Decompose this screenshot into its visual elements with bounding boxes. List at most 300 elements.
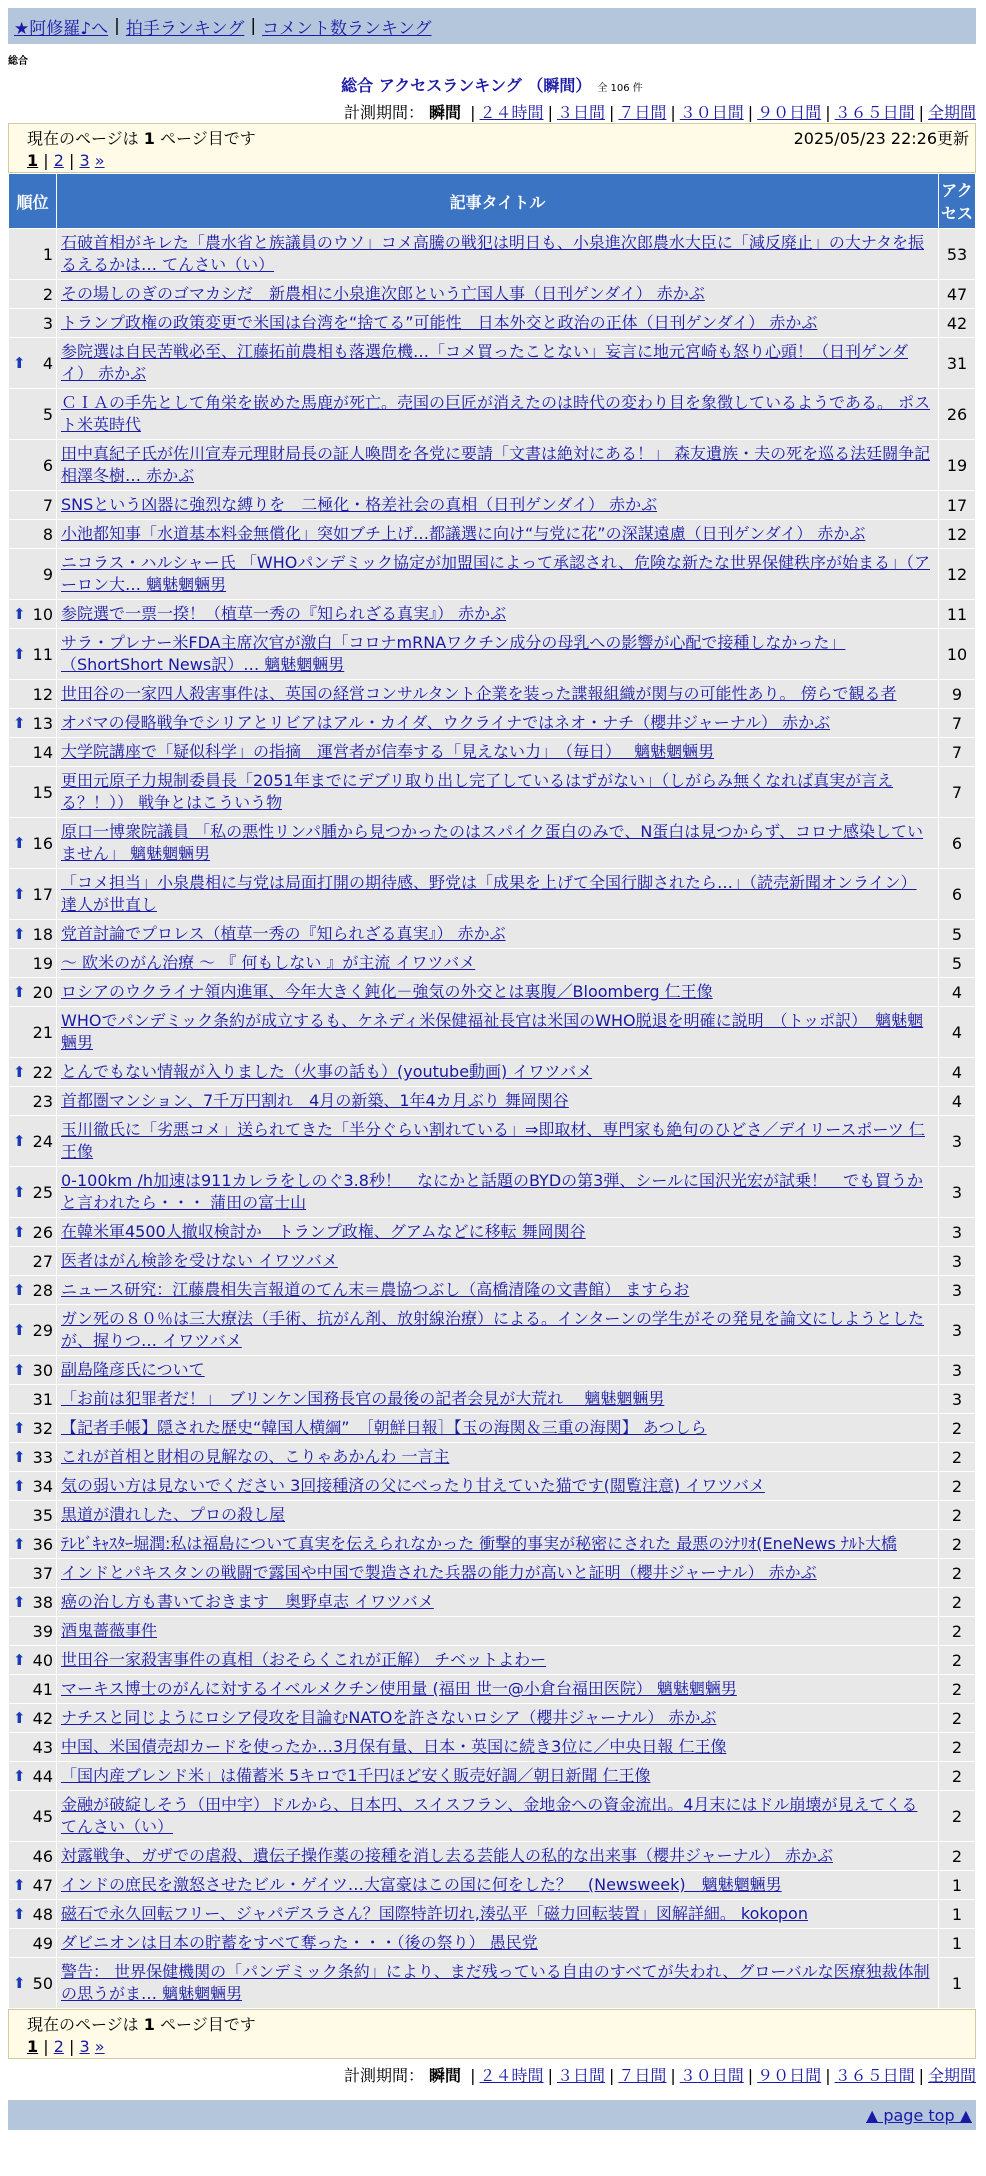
article-title-link[interactable]: 原口一博衆院議員 「私の悪性リンパ腫から見つかったのはスパイク蛋白のみで、N蛋白は見つからず、コロナ感染していません」 魑魅魍魎男 [61, 822, 924, 863]
article-title-link[interactable]: 癌の治し方も書いておきます 奥野卓志 イワツバメ [61, 1592, 434, 1611]
access-count: 9 [939, 680, 976, 709]
rank-number: 12 [32, 684, 53, 704]
table-row [9, 1167, 976, 1218]
rank-up-arrow-icon: ⬆ [13, 833, 26, 852]
rank-up-arrow-icon: ⬆ [13, 1476, 26, 1495]
table-row [9, 629, 976, 680]
period-option-link[interactable]: ９０日間 [757, 103, 822, 122]
rank-cell [9, 738, 57, 767]
article-title-link[interactable]: これが首相と財相の見解なの、こりゃあかんわ 一言主 [61, 1447, 450, 1466]
title-cell [57, 1414, 939, 1443]
title-cell [57, 520, 939, 549]
period-separator: | [918, 2066, 924, 2085]
table-row [9, 1087, 976, 1116]
article-title-link[interactable]: その場しのぎのゴマカシだ 新農相に小泉進次郎という亡国人事（日刊ゲンダイ） 赤かぶ [61, 284, 705, 303]
rank-number: 5 [42, 404, 53, 424]
rank-cell [9, 1588, 57, 1617]
table-row [9, 1276, 976, 1305]
article-title-link[interactable]: 医者はがん検診を受けない イワツバメ [61, 1251, 338, 1270]
rank-cell [9, 709, 57, 738]
access-count: 3 [939, 1356, 976, 1385]
rank-number: 23 [32, 1091, 53, 1111]
period-label: 計測期間： [343, 2066, 424, 2085]
title-cell [57, 949, 939, 978]
rank-cell [9, 600, 57, 629]
rank-up-arrow-icon: ⬆ [13, 1131, 26, 1150]
rank-number: 7 [42, 495, 53, 515]
rank-number: 42 [32, 1708, 53, 1728]
article-title-link[interactable]: 首都圏マンション、7千万円割れ 4月の新築、1年4カ月ぶり 舞岡関谷 [61, 1091, 569, 1110]
title-cell [57, 229, 939, 280]
table-row [9, 440, 976, 491]
ranking-title: 総合 アクセスランキング （瞬間） [341, 76, 592, 95]
page-link[interactable]: 3 [79, 151, 90, 170]
article-title-link[interactable]: ＣＩＡの手先として角栄を嵌めた馬鹿が死亡。売国の巨匠が消えたのは時代の変わり目を象徴しているようである。 ポスト米英時代 [61, 393, 931, 434]
title-cell [57, 1116, 939, 1167]
access-count: 10 [939, 629, 976, 680]
period-option-link[interactable]: ３０日間 [679, 2066, 744, 2085]
page-link[interactable]: 2 [53, 2037, 64, 2056]
nav-separator: | [250, 16, 257, 36]
access-count: 7 [939, 738, 976, 767]
table-row [9, 818, 976, 869]
rank-number: 48 [32, 1904, 53, 1924]
access-count: 3 [939, 1305, 976, 1356]
table-row [9, 680, 976, 709]
period-option-link[interactable]: ７日間 [618, 103, 667, 122]
article-title-link[interactable]: オバマの侵略戦争でシリアとリビアはアル・カイダ、ウクライナではネオ・ナチ（櫻井ジャーナル） 赤かぶ [61, 713, 831, 732]
title-cell [57, 1247, 939, 1276]
rank-up-arrow-icon: ⬆ [13, 1875, 26, 1894]
rank-number: 17 [32, 884, 53, 904]
rank-number: 34 [32, 1476, 53, 1496]
access-count: 5 [939, 920, 976, 949]
article-title-link[interactable]: 0-100km /h加速は911カレラをしのぐ3.8秒！ なにかと話題のBYDの第3弾、シールに国沢光宏が試乗！ でも買うかと言われたら・・・ 蒲田の富士山 [61, 1171, 924, 1212]
title-cell [57, 1530, 939, 1559]
period-selector-top [8, 100, 976, 123]
table-row [9, 709, 976, 738]
access-count: 6 [939, 818, 976, 869]
access-count: 3 [939, 1247, 976, 1276]
period-option-link[interactable]: ３０日間 [679, 103, 744, 122]
rank-cell [9, 549, 57, 600]
rank-number: 31 [32, 1389, 53, 1409]
page-top-link[interactable]: ▲ page top ▲ [865, 2105, 972, 2125]
rank-up-arrow-icon: ⬆ [13, 353, 26, 372]
current-page-text: 現在のページは 1 ページ目です [27, 129, 256, 148]
rank-number: 49 [32, 1933, 53, 1953]
period-separator: | [825, 103, 831, 122]
article-title-link[interactable]: 田中真紀子氏が佐川宣寿元理財局長の証人喚問を各党に要請「文書は絶対にある！」 森友遺族・夫の死を巡る法廷闘争記 相澤冬樹… 赤かぶ [61, 444, 931, 485]
table-row [9, 1704, 976, 1733]
period-option-link[interactable]: ２４時間 [479, 2066, 544, 2085]
access-count: 1 [939, 1958, 976, 2009]
pager-bottom [8, 2009, 976, 2059]
rank-number: 13 [32, 713, 53, 733]
page-link[interactable]: 2 [53, 151, 64, 170]
page-link-current: 1 [27, 2037, 39, 2056]
access-count: 2 [939, 1617, 976, 1646]
period-separator: | [608, 103, 615, 122]
period-options [466, 2066, 976, 2085]
access-count: 31 [939, 338, 976, 389]
article-title-link[interactable]: 警告： 世界保健機関の「パンデミック条約」により、まだ残っている自由のすべてが失われ、グローバルな医療独裁体制の思うがま… 魑魅魍魎男 [61, 1962, 930, 2003]
rank-number: 11 [32, 644, 53, 664]
rank-number: 27 [32, 1251, 53, 1271]
access-count: 2 [939, 1414, 976, 1443]
rank-cell [9, 1900, 57, 1929]
article-title-link[interactable]: 更田元原子力規制委員長「2051年までにデブリ取り出し完了しているはずがない」（しがらみ無くなれば真実が言える？！）） 戦争とはこういう物 [61, 771, 894, 812]
access-count: 2 [939, 1472, 976, 1501]
rank-up-arrow-icon: ⬆ [13, 1973, 26, 1992]
rank-up-arrow-icon: ⬆ [13, 884, 26, 903]
article-title-link[interactable]: 「国内産ブレンド米」は備蓄米 5キロで1千円ほど安く販売好調／朝日新聞 仁王像 [61, 1766, 651, 1785]
rank-cell [9, 1007, 57, 1058]
rank-cell [9, 1733, 57, 1762]
article-title-link[interactable]: 小池都知事「水道基本料金無償化」突如ブチ上げ…都議選に向け“与党に花”の深謀遠慮（日刊ゲンダイ） 赤かぶ [61, 524, 866, 543]
article-title-link[interactable]: インドの庶民を激怒させたビル・ゲイツ…大富豪はこの国に何をした？ (Newsweek) 魑魅魍魎男 [61, 1875, 782, 1894]
site-home-link[interactable]: ★阿修羅♪へ [14, 18, 109, 39]
updated-timestamp: 2025/05/23 22:26更新 [793, 129, 969, 148]
table-row [9, 1791, 976, 1842]
rank-number: 9 [42, 564, 53, 584]
period-selector-bottom [8, 2063, 976, 2086]
table-row [9, 520, 976, 549]
rank-cell [9, 1385, 57, 1414]
rank-number: 15 [32, 782, 53, 802]
access-count: 4 [939, 1087, 976, 1116]
current-page-text: 現在のページは 1 ページ目です [27, 2015, 256, 2034]
period-option-link[interactable]: ２４時間 [479, 103, 544, 122]
title-cell [57, 1501, 939, 1530]
access-count: 12 [939, 520, 976, 549]
table-row [9, 738, 976, 767]
title-cell [57, 1559, 939, 1588]
access-count: 7 [939, 709, 976, 738]
access-count: 3 [939, 1167, 976, 1218]
table-row [9, 1617, 976, 1646]
article-title-link[interactable]: 石破首相がキレた「農水省と族議員のウソ」コメ高騰の戦犯は明日も、小泉進次郎農水大臣に「減反廃止」の大ナタを振るえるかは… てんさい（い） [61, 233, 925, 274]
title-cell [57, 1791, 939, 1842]
title-cell [57, 1842, 939, 1871]
page-link-current: 1 [27, 151, 39, 170]
rank-cell [9, 680, 57, 709]
rank-cell [9, 1116, 57, 1167]
table-row [9, 1842, 976, 1871]
nav-separator: | [114, 16, 120, 36]
period-separator: | [670, 103, 676, 122]
article-title-link[interactable]: 磁石で永久回転フリー、ジャパデスラさん？国際特許切れ,湊弘平「磁力回転装置」図解詳細。 kokopon [61, 1904, 808, 1923]
page-title [8, 73, 976, 96]
table-row [9, 1588, 976, 1617]
rank-number: 30 [32, 1360, 53, 1380]
rank-number: 4 [42, 353, 53, 373]
rank-number: 41 [32, 1679, 53, 1699]
access-count: 42 [939, 309, 976, 338]
title-cell [57, 869, 939, 920]
access-count: 2 [939, 1762, 976, 1791]
rank-number: 16 [32, 833, 53, 853]
rank-cell [9, 1414, 57, 1443]
access-count: 2 [939, 1704, 976, 1733]
rank-cell [9, 1762, 57, 1791]
period-option-link[interactable]: 全期間 [927, 2066, 976, 2085]
article-title-link[interactable]: 「お前は犯罪者だ！」 ブリンケン国務長官の最後の記者会見が大荒れ 魑魅魍魎男 [61, 1389, 665, 1408]
rank-cell [9, 767, 57, 818]
rank-number: 33 [32, 1447, 53, 1467]
page-separator: | [69, 151, 75, 170]
article-title-link[interactable]: トランプ政権の政策変更で米国は台湾を“捨てる”可能性 日本外交と政治の正体（日刊ゲンダイ） 赤かぶ [61, 313, 818, 332]
title-cell [57, 1733, 939, 1762]
article-title-link[interactable]: 党首討論でプロレス（植草一秀の『知られざる真実』） 赤かぶ [61, 924, 506, 943]
rank-cell [9, 1443, 57, 1472]
period-current: 瞬間 [429, 103, 462, 122]
title-cell [57, 1305, 939, 1356]
access-count: 2 [939, 1559, 976, 1588]
table-row [9, 1007, 976, 1058]
article-title-link[interactable]: 副島隆彦氏について [61, 1360, 205, 1379]
period-option-link[interactable]: ３６５日間 [834, 103, 915, 122]
access-count: 3 [939, 1218, 976, 1247]
access-count: 3 [939, 1116, 976, 1167]
table-row [9, 229, 976, 280]
rank-up-arrow-icon: ⬆ [13, 1650, 26, 1669]
rank-number: 25 [32, 1182, 53, 1202]
article-title-link[interactable]: 酒鬼薔薇事件 [61, 1621, 158, 1640]
rank-number: 35 [32, 1505, 53, 1525]
article-title-link[interactable]: インドとパキスタンの戦闘で露国や中国で製造された兵器の能力が高いと証明（櫻井ジャーナル） 赤かぶ [61, 1563, 817, 1582]
rank-cell [9, 1087, 57, 1116]
rank-number: 14 [32, 742, 53, 762]
access-count: 19 [939, 440, 976, 491]
article-title-link[interactable]: ナチスと同じようにロシア侵攻を目論むNATOを許さないロシア（櫻井ジャーナル） 赤かぶ [61, 1708, 717, 1727]
rank-up-arrow-icon: ⬆ [13, 982, 26, 1001]
article-title-link[interactable]: 金融が破綻しそう（田中宇）ドルから、日本円、スイスフラン、金地金への資金流出。4月末にはドル崩壊が見えてくる てんさい（い） [61, 1795, 918, 1836]
article-title-link[interactable]: サラ・プレナー米FDA主席次官が激白「コロナmRNAワクチン成分の母乳への影響が心配で接種しなかった」（ShortShort News訳）… 魑魅魍魎男 [61, 633, 846, 674]
article-title-link[interactable]: 世田谷一家殺害事件の真相（おそらくこれが正解） チベットよわー [61, 1650, 547, 1669]
article-title-link[interactable]: ロシアのウクライナ領内進軍、今年大きく鈍化－強気の外交とは裏腹／Bloomberg 仁王像 [61, 982, 713, 1001]
title-cell [57, 1356, 939, 1385]
rank-cell [9, 1305, 57, 1356]
period-separator: | [825, 2066, 831, 2085]
table-row [9, 1385, 976, 1414]
table-row [9, 1414, 976, 1443]
title-cell [57, 1958, 939, 2009]
rank-number: 6 [42, 455, 53, 475]
access-count: 2 [939, 1501, 976, 1530]
table-row [9, 920, 976, 949]
access-count: 12 [939, 549, 976, 600]
next-page-link[interactable]: » [94, 2037, 105, 2056]
period-label: 計測期間： [343, 103, 424, 122]
category-label: 総合 [8, 56, 28, 67]
rank-cell [9, 1675, 57, 1704]
period-separator: | [670, 2066, 676, 2085]
access-count: 53 [939, 229, 976, 280]
period-option-link[interactable]: 全期間 [927, 103, 976, 122]
article-title-link[interactable]: 大学院講座で「疑似科学」の指摘 運営者が信奉する「見えない力」 （毎日） 魑魅魍魎男 [61, 742, 715, 761]
rank-up-arrow-icon: ⬆ [13, 1904, 26, 1923]
ranking-table-body [9, 229, 976, 2009]
period-option-link[interactable]: ７日間 [618, 2066, 667, 2085]
rank-cell [9, 1218, 57, 1247]
page-links [27, 2037, 969, 2056]
title-cell [57, 1276, 939, 1305]
table-row [9, 338, 976, 389]
access-count: 4 [939, 1058, 976, 1087]
applause-ranking-link[interactable]: 拍手ランキング [125, 18, 245, 39]
rank-cell [9, 978, 57, 1007]
rank-cell [9, 1842, 57, 1871]
title-cell [57, 818, 939, 869]
table-row [9, 600, 976, 629]
rank-up-arrow-icon: ⬆ [13, 1766, 26, 1785]
top-nav-bar [8, 8, 976, 44]
article-title-link[interactable]: ﾃﾚﾋﾞｷｬｽﾀｰ堀潤:私は福島について真実を伝えられなかった 衝撃的事実が秘密にされた 最悪のｼﾅﾘｵ(EneNews ﾅﾙﾄ大橋 [61, 1534, 897, 1553]
article-title-link[interactable]: WHOでパンデミック条約が成立するも、ケネディ米保健福祉長官は米国のWHO脱退を明確に説明 （トッポ訳） 魑魅魍魎男 [61, 1011, 924, 1052]
period-options [466, 103, 976, 122]
period-separator: | [470, 103, 476, 122]
table-row [9, 1871, 976, 1900]
access-count: 1 [939, 1900, 976, 1929]
period-current: 瞬間 [429, 2066, 462, 2085]
title-cell [57, 491, 939, 520]
rank-cell [9, 1247, 57, 1276]
rank-number: 47 [32, 1875, 53, 1895]
rank-up-arrow-icon: ⬆ [13, 1447, 26, 1466]
period-option-link[interactable]: ９０日間 [757, 2066, 822, 2085]
period-option-link[interactable]: ３日間 [556, 103, 605, 122]
rank-cell [9, 229, 57, 280]
access-count: 3 [939, 1385, 976, 1414]
access-count: 26 [939, 389, 976, 440]
rank-cell [9, 869, 57, 920]
rank-up-arrow-icon: ⬆ [13, 1418, 26, 1437]
article-title-link[interactable]: SNSという凶器に強烈な縛りを 二極化・格差社会の真相（日刊ゲンダイ） 赤かぶ [61, 495, 658, 514]
article-title-link[interactable]: 対露戦争、ガザでの虐殺、遺伝子操作薬の接種を消し去る芸能人の私的な出来事（櫻井ジャーナル） 赤かぶ [61, 1846, 833, 1865]
rank-cell [9, 1530, 57, 1559]
title-cell [57, 1929, 939, 1958]
rank-cell [9, 338, 57, 389]
article-title-link[interactable]: 気の弱い方は見ないでください 3回接種済の父にべったり甘えていた猫です(閲覧注意) イワツバメ [61, 1476, 765, 1495]
page-separator: | [43, 151, 49, 170]
rank-cell [9, 1617, 57, 1646]
access-count: 3 [939, 1276, 976, 1305]
title-cell [57, 680, 939, 709]
rank-up-arrow-icon: ⬆ [13, 1062, 26, 1081]
article-title-link[interactable]: ～ 欧米のがん治療 ～ 『 何もしない 』が主流 イワツバメ [61, 953, 476, 972]
rank-cell [9, 818, 57, 869]
article-title-link[interactable]: ニュース研究：江藤農相失言報道のてん末＝農協つぶし（高橋清隆の文書館） ますらお [61, 1280, 690, 1299]
rank-cell [9, 1646, 57, 1675]
comment-ranking-link[interactable]: コメント数ランキング [262, 18, 432, 39]
title-cell [57, 280, 939, 309]
period-separator: | [470, 2066, 476, 2085]
article-title-link[interactable]: ガン死の８０％は三大療法（手術、抗がん剤、放射線治療）による。インターンの学生がその発見を論文にしようとしたが、握りつ… イワツバメ [61, 1309, 925, 1350]
header-title: 記事タイトル [57, 174, 939, 229]
rank-up-arrow-icon: ⬆ [13, 1182, 26, 1201]
title-cell [57, 767, 939, 818]
rank-up-arrow-icon: ⬆ [13, 1708, 26, 1727]
rank-cell [9, 1559, 57, 1588]
rank-number: 28 [32, 1280, 53, 1300]
period-option-link[interactable]: ３日間 [556, 2066, 605, 2085]
table-row [9, 1900, 976, 1929]
rank-cell [9, 1276, 57, 1305]
article-title-link[interactable]: 中国、米国債売却カードを使ったか…3月保有量、日本・英国に続き3位に／中央日報 仁王像 [61, 1737, 727, 1756]
table-row [9, 1247, 976, 1276]
title-cell [57, 1646, 939, 1675]
rank-number: 26 [32, 1222, 53, 1242]
next-page-link[interactable]: » [94, 151, 105, 170]
access-count: 47 [939, 280, 976, 309]
article-title-link[interactable]: とんでもない情報が入りました（火事の話も）(youtube動画) イワツバメ [61, 1062, 593, 1081]
rank-number: 45 [32, 1806, 53, 1826]
rank-up-arrow-icon: ⬆ [13, 1280, 26, 1299]
access-count: 2 [939, 1588, 976, 1617]
rank-number: 46 [32, 1846, 53, 1866]
access-count: 4 [939, 1007, 976, 1058]
title-cell [57, 1762, 939, 1791]
page-link[interactable]: 3 [79, 2037, 90, 2056]
period-option-link[interactable]: ３６５日間 [834, 2066, 915, 2085]
title-cell [57, 1443, 939, 1472]
rank-cell [9, 1356, 57, 1385]
header-access: アクセス [939, 174, 976, 229]
article-title-link[interactable]: 「コメ担当」小泉農相に与党は局面打開の期待感、野党は「成果を上げて全国行脚されたら…」（読売新聞オンライン） 達人が世直し [61, 873, 917, 914]
period-separator: | [918, 103, 924, 122]
bottom-bar [8, 2100, 976, 2130]
article-title-link[interactable]: ダビニオンは日本の貯蓄をすべて奪った・・・（後の祭り） 愚民党 [61, 1933, 538, 1952]
access-count: 1 [939, 1929, 976, 1958]
rank-cell [9, 280, 57, 309]
table-row [9, 491, 976, 520]
rank-number: 18 [32, 924, 53, 944]
table-row [9, 309, 976, 338]
rank-number: 20 [32, 982, 53, 1002]
table-row [9, 1733, 976, 1762]
article-title-link[interactable]: 黒道が潰れした、プロの殺し屋 [61, 1505, 286, 1524]
article-title-link[interactable]: 在韓米軍4500人撤収検討か トランプ政権、グアムなどに移転 舞岡関谷 [61, 1222, 586, 1241]
rank-cell [9, 1958, 57, 2009]
rank-cell [9, 440, 57, 491]
rank-number: 3 [42, 313, 53, 333]
article-title-link[interactable]: マーキス博士のがんに対するイベルメクチン使用量 (福田 世一@小倉台福田医院） 魑魅魍魎男 [61, 1679, 737, 1698]
table-row [9, 1929, 976, 1958]
article-title-link[interactable]: 参院選で一票一揆！（植草一秀の『知られざる真実』） 赤かぶ [61, 604, 507, 623]
rank-cell [9, 1871, 57, 1900]
title-cell [57, 1900, 939, 1929]
table-row [9, 1443, 976, 1472]
title-cell [57, 1007, 939, 1058]
rank-up-arrow-icon: ⬆ [13, 1592, 26, 1611]
period-separator: | [747, 103, 754, 122]
title-cell [57, 1871, 939, 1900]
article-title-link[interactable]: ニコラス・ハルシャー氏 「WHOパンデミック協定が加盟国によって承認され、危険な新たな世界保健秩序が始まる」（アーロン大… 魑魅魍魎男 [61, 553, 930, 594]
title-cell [57, 1087, 939, 1116]
table-row [9, 1472, 976, 1501]
article-title-link[interactable]: 玉川徹氏に「劣悪コメ」送られてきた「半分ぐらい割れている」⇒即取材、専門家も絶句のひどさ／デイリースポーツ 仁王像 [61, 1120, 925, 1161]
rank-number: 43 [32, 1737, 53, 1757]
rank-up-arrow-icon: ⬆ [13, 924, 26, 943]
table-row [9, 949, 976, 978]
article-title-link[interactable]: 世田谷の一家四人殺害事件は、英国の経営コンサルタント企業を装った諜報組織が関与の可能性あり。 傍らで観る者 [61, 684, 897, 703]
rank-up-arrow-icon: ⬆ [13, 1534, 26, 1553]
access-count: 2 [939, 1791, 976, 1842]
article-title-link[interactable]: 【記者手帳】隠された歴史“韓国人横綱” ［朝鮮日報］【玉の海関＆三重の海関】 あつしら [61, 1418, 707, 1437]
article-title-link[interactable]: 参院選は自民苦戦必至、江藤拓前農相も落選危機…「コメ買ったことない」妄言に地元宮崎も怒り心頭！（日刊ゲンダイ） 赤かぶ [61, 342, 909, 383]
rank-cell [9, 1167, 57, 1218]
